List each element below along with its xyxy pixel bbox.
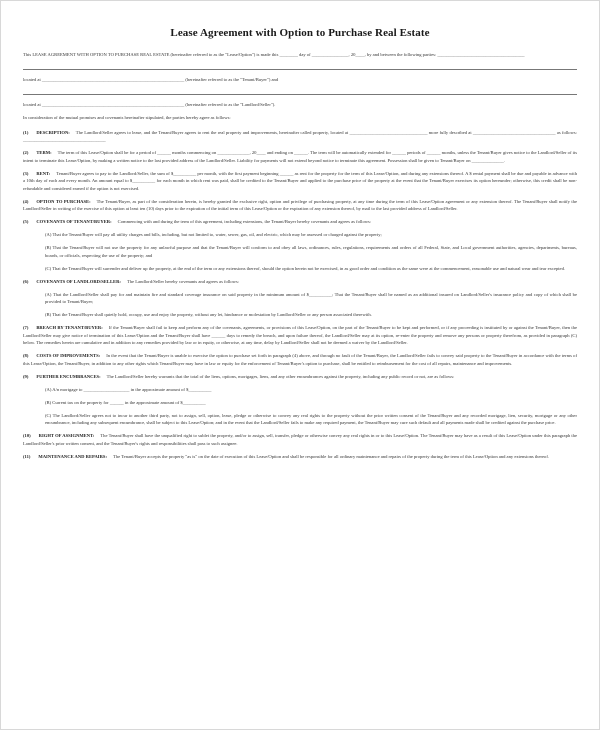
section-number: (10) xyxy=(23,433,31,438)
blank-line xyxy=(23,64,577,70)
section-text: If the Tenant/Buyer shall fail to keep and perform any of the covenants, agreements, or provisions of this Lease/Option, on the part of the Tenant/Buyer to be kept and performed, or if any proceeding is instituted by or against the Tenant/Buyer, then the Landlord/Seller may give notice of termination of this Lease/Option and the Tenant/Buyer shall have ______ days to remedy the breach, and upon failure thereof, the Landlord/Seller may at its option, re-enter the property and remove any persons or property therefrom, as provided in paragraph (C) below. The remedies herein are cumulative and in addition to any remedies provided by law or in equity, or otherwise, at any time, delay by Landlord/Seller shall not be deemed a waiver by the Landlord/Seller. xyxy=(23,325,578,345)
section-text: The Tenant/Buyer, as part of the consideration herein, is hereby granted the exclusive right, option and privilege of purchasing property, at any time during the term of this Lease/Option agreement or any extension thereof. The Tenant/Buyer shall notify the Landlord/Seller in writing of the exercise of this option at least ten (10) days prior to the expiration of the initial term of this Lease/Option or the expiration of any extension thereof, by mail to the last provided address of Landlord/Seller. xyxy=(23,198,577,211)
section-paragraph xyxy=(23,324,577,347)
section-heading: RENT: xyxy=(36,170,51,176)
section-number: (8) xyxy=(23,353,29,358)
section-paragraph xyxy=(23,129,577,144)
blank-line xyxy=(23,89,577,95)
section-number: (4) xyxy=(23,198,29,204)
section-number: (9) xyxy=(23,373,29,379)
document-body xyxy=(23,51,577,466)
section-text: The Tenant/Buyer shall have the unqualified right to sublet the property, and/or to assign, sell, transfer, pledge or otherwise convey any real rights in or to this Lease/Option. The Tenant/Buyer may have as a result of this Lease/Option under this paragraph the Landlord/Seller's prior written consent, and the Tenant/Buyer's rights and responsibilities shall pass to such assignee. xyxy=(23,433,577,446)
section-number: (2) xyxy=(23,150,29,155)
section-subitem: (B) That the Tenant/Buyer shall quietly hold, occupy, use and enjoy the property, without any let, hindrance or molestation by Landlord/Seller or any person associated therewith. xyxy=(45,312,372,317)
section-subitem: (A) That the Tenant/Buyer will pay all utility charges and bills, including, but not limited to, water, sewer, gas, oil, and electric, which may be assessed or charged against the property; xyxy=(45,232,382,237)
document-title: Lease Agreement with Option to Purchase Real Estate xyxy=(170,27,430,39)
section-paragraph xyxy=(23,198,577,213)
section-subitem: (A) That the Landlord/Seller shall pay for and maintain fire and standard coverage insurance on said property in the minimum amount of $__________; That the Tenant/Buyer shall be named as an additional insured on Landlord/Seller's insurance policy and copy of which shall be provided to Tenant/Buyer; xyxy=(45,291,577,304)
section-number: (6) xyxy=(23,278,29,284)
section-paragraph xyxy=(23,170,577,193)
section-subitem: (C) That the Tenant/Buyer will surrender and deliver up the property, at the end of the term or any extensions thereof, should the option herein not be exercised, in as good order and condition as the same were at the commencement, reasonable use and natural wear and tear excepted. xyxy=(45,265,566,271)
intro-line: In consideration of the mutual promises and covenants hereinafter stipulated, the parties hereby agree as follows: xyxy=(23,115,231,120)
section-text: Tenant/Buyer agrees to pay to the Landlord/Seller, the sum of $__________ per month, with the first payment beginning ______ as rent for the property for the term of this Lease/Option, and during any extensions thereof. A $ rental payment shall be due and payable in advance with a 10th day of each and every month. An amount equal to $__________ for each month in which rent was paid, shall be credited to the Tenant/Buyer and applied to the purchase price of the property at the event that the Tenant/Buyer exercises its option hereunder; otherwise, this credit shall be non-refundable and considered earned if the option is not exercised. xyxy=(23,170,577,191)
section-heading: BREACH BY TENANT/BUYER: xyxy=(36,325,103,330)
section-text: The Landlord/Seller hereby covenants and agrees as follows: xyxy=(126,278,240,284)
section-number: (1) xyxy=(23,129,29,135)
section-subitem: (B) That the Tenant/Buyer will not use the property for any unlawful purpose and that the Tenant/Buyer will conform to and obey all laws, ordinances, rules, regulations, requirements and orders of all Federal, State, and Local government authorities, agencies, departments, bureaus, boards, or officials, respecting the use of the property; and xyxy=(45,245,577,258)
section-heading: RIGHT OF ASSIGNMENT: xyxy=(38,433,95,438)
section-heading: COVENANTS OF TENANT/BUYER: xyxy=(36,219,112,224)
section-paragraph xyxy=(23,432,577,447)
section-text: The Landlord/Seller hereby warrants that the total of the liens, options, mortgages, liens, and any other encumbrances against the property, including any public record or not, are as follows: xyxy=(106,373,455,379)
section-heading: DESCRIPTION: xyxy=(36,129,70,135)
section-number: (3) xyxy=(23,170,29,176)
section-paragraph xyxy=(23,373,577,381)
section-heading: COSTS OF IMPROVEMENTS: xyxy=(36,353,101,358)
section-number: (7) xyxy=(23,325,29,330)
section-heading: TERM: xyxy=(36,150,52,155)
section-text: The Landlord/Seller agrees to lease, and the Tenant/Buyer agrees to rent the real property and improvements, hereinafter called property, located at __________________________________ more fully described at ____________________________________ as follows: ____________________________________ xyxy=(23,129,577,142)
section-paragraph xyxy=(23,278,577,286)
section-paragraph xyxy=(23,453,577,461)
intro-line: This LEASE AGREEMENT WITH OPTION TO PURCHASE REAL ESTATE (hereinafter referred to as the "Lease/Option") is made this ________ day of ________________, 20____, by and between the following parties: ______________________________________ xyxy=(23,52,525,57)
section-text: The term of this Lease/Option shall be for a period of ______ months commencing on ______________, 20____ and ending on ______. The term will be automatically extended for ______ periods of ______ months, unless the Tenant/Buyer gives notice to the Landlord/Seller of its intent to terminate this Lease/Option, by making a written notice to the last provided address of the Landlord/Seller. Liability for payments will not extend beyond notice to terminate this agreement. Possession shall be given to Tenant/Buyer on ______________. xyxy=(23,150,577,163)
section-number: (11) xyxy=(23,453,31,459)
intro-line: located at ______________________________________________________________ (hereinafter referred to as the "Tenant/Buyer") and xyxy=(23,77,279,82)
section-heading: MAINTENANCE AND REPAIRS: xyxy=(38,453,107,459)
section-subitem: (B) Current tax on the property for ______ in the approximate amount of $__________ xyxy=(45,399,206,405)
section-paragraph xyxy=(23,218,577,226)
section-paragraph xyxy=(23,149,577,164)
section-heading: FURTHER ENCUMBRANCES: xyxy=(36,373,101,379)
section-number: (5) xyxy=(23,219,29,224)
section-subitem: (A) A/n mortgage to ____________________ in the approximate amount of $__________ xyxy=(45,386,212,392)
section-text: Commencing with and during the term of this agreement, including extensions, the Tenant/Buyer hereby covenants and agrees as follows: xyxy=(117,219,372,224)
section-text: In the event that the Tenant/Buyer is unable to exercise the option to purchase set forth in paragraph (4) above, and through no fault of the Tenant/Buyer, the Landlord/Seller fails to convey said property to the Tenant/Buyer in accordance with the terms of this Lease/Option, the Tenant/Buyer, in addition to any other rights which Tenant/Buyer may have in law or equity for the enforcement of Tenant/Buyer's option to purchase, shall be entitled to reimbursement for the cost of all repairs, maintenance and improvements. xyxy=(23,353,578,366)
sections-list xyxy=(23,129,577,461)
section-heading: OPTION TO PURCHASE: xyxy=(36,198,91,204)
section-text: The Tenant/Buyer accepts the property "as is" on the date of execution of this Lease/Option and shall be responsible for all ordinary maintenance and repairs of the property during the term of this Lease/Option and any extensions thereof. xyxy=(112,453,550,459)
section-paragraph xyxy=(23,352,577,367)
intro-line: located at ______________________________________________________________ (hereinafter referred to as the "Landlord/Seller"). xyxy=(23,102,276,107)
section-heading: COVENANTS OF LANDLORD/SELLER: xyxy=(36,278,121,284)
section-subitem: (C) The Landlord/Seller agrees not to incur to another third party, not to assign, sell, option, lease, pledge or otherwise to convey any real rights to the property without the prior written consent of the Tenant/Buyer and any recorded mortgage, lien, security, mortgage or any other encumbrance, including any subsequent encumbrance, shall be subject to this Lease/Option; and in the event that the Landlord/Seller fails to make any required payment, the Tenant/Buyer may cure such default and all payments made shall be credited against the purchase price. xyxy=(45,412,577,425)
